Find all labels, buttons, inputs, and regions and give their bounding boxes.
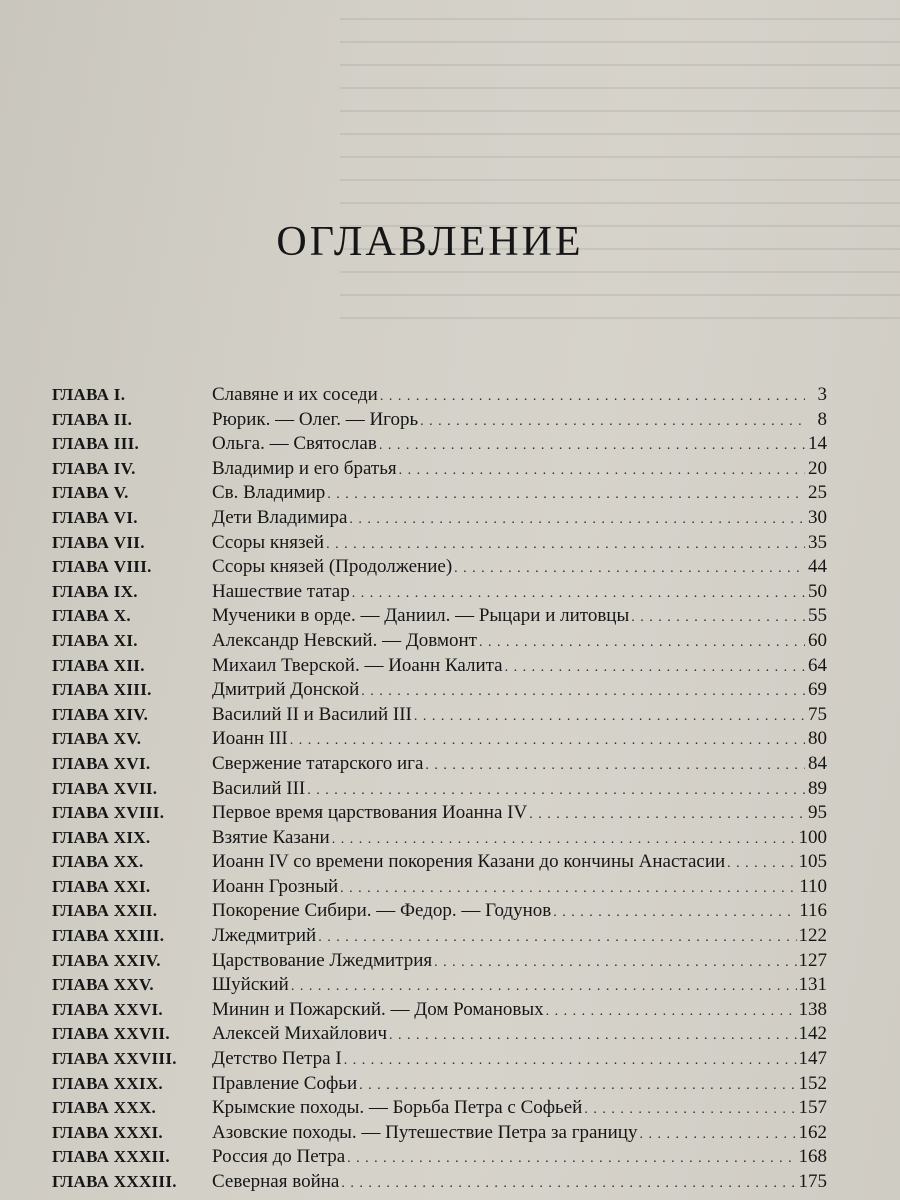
toc-chapter-number: ГЛАВА XIII.: [52, 680, 152, 700]
toc-row: [52, 1097, 827, 1122]
toc-chapter-title: Нашествие татар: [212, 580, 350, 602]
toc-chapter-number: ГЛАВА IV.: [52, 458, 136, 478]
toc-chapter-number: ГЛАВА XII.: [52, 655, 145, 675]
toc-leader-dots: [327, 487, 805, 503]
toc-chapter-title: Ссоры князей: [212, 531, 325, 553]
toc-chapter-number: ГЛАВА XXVI.: [52, 999, 163, 1019]
toc-row: [52, 605, 827, 630]
toc-leader-dots: [352, 586, 805, 602]
toc-page-number: 138: [798, 998, 827, 1020]
toc-chapter-number: ГЛАВА I.: [52, 385, 126, 404]
toc-page-number: 175: [798, 1171, 827, 1192]
toc-chapter-number: ГЛАВА XXIII.: [52, 926, 165, 946]
toc-leader-dots: [479, 635, 805, 651]
toc-page-number: 25: [808, 482, 827, 504]
toc-chapter-title: Михаил Тверской. — Иоанн Калита: [212, 654, 503, 676]
toc-chapter-number: ГЛАВА XXV.: [52, 975, 154, 995]
toc-chapter-number: ГЛАВА III.: [52, 434, 140, 454]
toc-row: [52, 384, 827, 409]
toc-leader-dots: [359, 1078, 796, 1094]
toc-row: [52, 1048, 827, 1073]
toc-chapter-title: Дети Владимира: [212, 506, 348, 528]
toc-leader-dots: [505, 660, 805, 676]
toc-leader-dots: [332, 832, 797, 848]
toc-chapter-title: Крымские походы. — Борьба Петра с Софьей: [212, 1097, 583, 1119]
toc-chapter-title: Владимир и его братья: [212, 457, 397, 479]
toc-page-number: 116: [799, 900, 827, 922]
toc-leader-dots: [434, 955, 796, 971]
toc-chapter-number: ГЛАВА XXXIII.: [52, 1172, 177, 1191]
bleed-through-text: [340, 0, 900, 330]
toc-leader-dots: [389, 1028, 797, 1044]
toc-leader-dots: [727, 856, 796, 872]
toc-row: [52, 925, 827, 950]
toc-leader-dots: [584, 1102, 796, 1118]
toc-row: [52, 728, 827, 753]
toc-row: [52, 753, 827, 778]
toc-leader-dots: [454, 561, 805, 577]
toc-chapter-title: Россия до Петра: [212, 1146, 346, 1168]
toc-chapter-title: Рюрик. — Олег. — Игорь: [212, 408, 419, 430]
toc-chapter-number: ГЛАВА XV.: [52, 729, 142, 749]
toc-chapter-title: Покорение Сибири. — Федор. — Годунов: [212, 900, 552, 922]
toc-chapter-title: Иоанн III: [212, 728, 288, 750]
toc-chapter-number: ГЛАВА XVIII.: [52, 803, 165, 823]
toc-chapter-number: ГЛАВА VI.: [52, 507, 138, 527]
toc-leader-dots: [344, 1053, 797, 1069]
toc-row: [52, 679, 827, 704]
toc-row: [52, 532, 827, 557]
toc-row: [52, 1122, 827, 1147]
toc-row: [52, 704, 827, 729]
toc-chapter-number: ГЛАВА XX.: [52, 852, 144, 872]
toc-page-number: 122: [798, 925, 827, 947]
toc-row: [52, 556, 827, 581]
toc-leader-dots: [307, 783, 805, 799]
toc-chapter-number: ГЛАВА VIII.: [52, 557, 152, 577]
toc-leader-dots: [340, 881, 797, 897]
toc-chapter-title: Правление Софьи: [212, 1072, 358, 1094]
toc-leader-dots: [631, 610, 805, 626]
toc-chapter-number: ГЛАВА XVI.: [52, 753, 151, 773]
toc-chapter-title: Шуйский: [212, 974, 289, 996]
toc-leader-dots: [420, 414, 805, 430]
toc-chapter-title: Северная война: [212, 1171, 340, 1192]
toc-row: [52, 507, 827, 532]
toc-row: [52, 1073, 827, 1098]
toc-chapter-number: ГЛАВА XXXI.: [52, 1122, 163, 1142]
toc-page-number: 100: [798, 826, 827, 848]
toc-leader-dots: [341, 1176, 796, 1192]
toc-page-number: 80: [808, 728, 827, 750]
toc-chapter-title: Ссоры князей (Продолжение): [212, 556, 453, 578]
toc-chapter-title: Ольга. — Святослав: [212, 433, 377, 455]
toc-page-number: 89: [808, 777, 827, 799]
toc-row: [52, 876, 827, 901]
toc-chapter-title: Мученики в орде. — Даниил. — Рыцари и литовцы: [212, 605, 630, 627]
toc-page-number: 168: [798, 1146, 827, 1168]
toc-leader-dots: [318, 930, 796, 946]
toc-leader-dots: [414, 709, 805, 725]
toc-chapter-number: ГЛАВА XXVII.: [52, 1024, 170, 1044]
toc-chapter-number: ГЛАВА X.: [52, 606, 131, 626]
toc-row: [52, 630, 827, 655]
toc-page-number: 3: [817, 384, 827, 405]
toc-chapter-number: ГЛАВА XVII.: [52, 778, 158, 798]
toc-chapter-number: ГЛАВА XXII.: [52, 901, 158, 921]
toc-chapter-title: Детство Петра I: [212, 1048, 342, 1070]
toc-chapter-number: ГЛАВА XXI.: [52, 876, 151, 896]
toc-chapter-title: Василий II и Василий III: [212, 703, 412, 725]
toc-leader-dots: [425, 758, 805, 774]
toc-chapter-number: ГЛАВА XI.: [52, 630, 138, 650]
table-of-contents: [52, 384, 827, 1196]
toc-row: [52, 900, 827, 925]
toc-row: [52, 999, 827, 1024]
toc-page-number: 142: [798, 1023, 827, 1045]
toc-page-number: 75: [808, 703, 827, 725]
toc-chapter-title: Алексей Михайлович: [212, 1023, 387, 1045]
toc-page-number: 64: [808, 654, 827, 676]
toc-chapter-number: ГЛАВА II.: [52, 409, 133, 429]
toc-leader-dots: [347, 1151, 796, 1167]
toc-row: [52, 655, 827, 680]
toc-leader-dots: [361, 684, 805, 700]
page-title: ОГЛАВЛЕНИЕ: [276, 219, 584, 265]
toc-row: [52, 482, 827, 507]
toc-page-number: 55: [808, 605, 827, 627]
toc-chapter-number: ГЛАВА XXVIII.: [52, 1049, 177, 1069]
toc-leader-dots: [529, 807, 805, 823]
toc-chapter-number: ГЛАВА XXXII.: [52, 1147, 170, 1167]
toc-leader-dots: [326, 537, 805, 553]
toc-page-number: 60: [808, 629, 827, 651]
toc-row: [52, 1171, 827, 1196]
toc-leader-dots: [349, 512, 805, 528]
toc-page-number: 14: [808, 433, 827, 455]
toc-chapter-title: Св. Владимир: [212, 482, 326, 504]
toc-page-number: 152: [798, 1072, 827, 1094]
toc-chapter-number: ГЛАВА IX.: [52, 581, 138, 601]
toc-leader-dots: [399, 463, 805, 479]
toc-chapter-number: ГЛАВА V.: [52, 483, 129, 503]
toc-row: [52, 778, 827, 803]
toc-chapter-title: Дмитрий Донской: [212, 679, 360, 701]
toc-row: [52, 409, 827, 434]
toc-page-number: 8: [817, 408, 827, 430]
toc-chapter-number: ГЛАВА XXIX.: [52, 1073, 163, 1093]
toc-chapter-title: Иоанн Грозный: [212, 875, 339, 897]
toc-page-number: 69: [808, 679, 827, 701]
toc-row: [52, 1146, 827, 1171]
toc-row: [52, 458, 827, 483]
toc-chapter-number: ГЛАВА XIV.: [52, 704, 149, 724]
toc-chapter-title: Александр Невский. — Довмонт: [212, 629, 477, 651]
toc-row: [52, 433, 827, 458]
toc-row: [52, 851, 827, 876]
toc-page-number: 20: [808, 457, 827, 479]
toc-leader-dots: [553, 905, 797, 921]
toc-row: [52, 581, 827, 606]
toc-leader-dots: [546, 1004, 797, 1020]
toc-chapter-number: ГЛАВА XXX.: [52, 1098, 157, 1118]
toc-row: [52, 1023, 827, 1048]
toc-page-number: 44: [808, 556, 827, 578]
toc-page-number: 30: [808, 506, 827, 528]
toc-page-number: 162: [798, 1121, 827, 1143]
toc-chapter-number: ГЛАВА VII.: [52, 532, 145, 552]
toc-page-number: 105: [798, 851, 827, 873]
toc-chapter-title: Азовские походы. — Путешествие Петра за границу: [212, 1121, 638, 1143]
toc-row: [52, 950, 827, 975]
toc-chapter-title: Свержение татарского ига: [212, 752, 424, 774]
toc-row: [52, 827, 827, 852]
toc-leader-dots: [380, 389, 805, 405]
toc-leader-dots: [290, 733, 805, 749]
toc-chapter-number: ГЛАВА XIX.: [52, 827, 151, 847]
toc-page-number: 157: [798, 1097, 827, 1119]
toc-leader-dots: [379, 438, 805, 454]
toc-chapter-number: ГЛАВА XXIV.: [52, 950, 161, 970]
toc-chapter-title: Царствование Лжедмитрия: [212, 949, 433, 971]
toc-chapter-title: Минин и Пожарский. — Дом Романовых: [212, 998, 544, 1020]
toc-page-number: 131: [798, 974, 827, 996]
toc-page-number: 84: [808, 752, 827, 774]
toc-chapter-title: Славяне и их соседи: [212, 384, 378, 405]
toc-page-number: 110: [799, 875, 827, 897]
toc-page-number: 50: [808, 580, 827, 602]
toc-chapter-title: Иоанн IV со времени покорения Казани до кончины Анастасии: [212, 851, 726, 873]
toc-chapter-title: Первое время царствования Иоанна IV: [212, 802, 528, 824]
toc-page-number: 95: [808, 802, 827, 824]
toc-row: [52, 802, 827, 827]
toc-chapter-title: Лжедмитрий: [212, 925, 317, 947]
toc-page-number: 147: [798, 1048, 827, 1070]
toc-chapter-title: Взятие Казани: [212, 826, 330, 848]
toc-row: [52, 974, 827, 999]
toc-page-number: 35: [808, 531, 827, 553]
toc-leader-dots: [639, 1127, 796, 1143]
toc-leader-dots: [291, 979, 797, 995]
toc-page-number: 127: [798, 949, 827, 971]
toc-chapter-title: Василий III: [212, 777, 306, 799]
